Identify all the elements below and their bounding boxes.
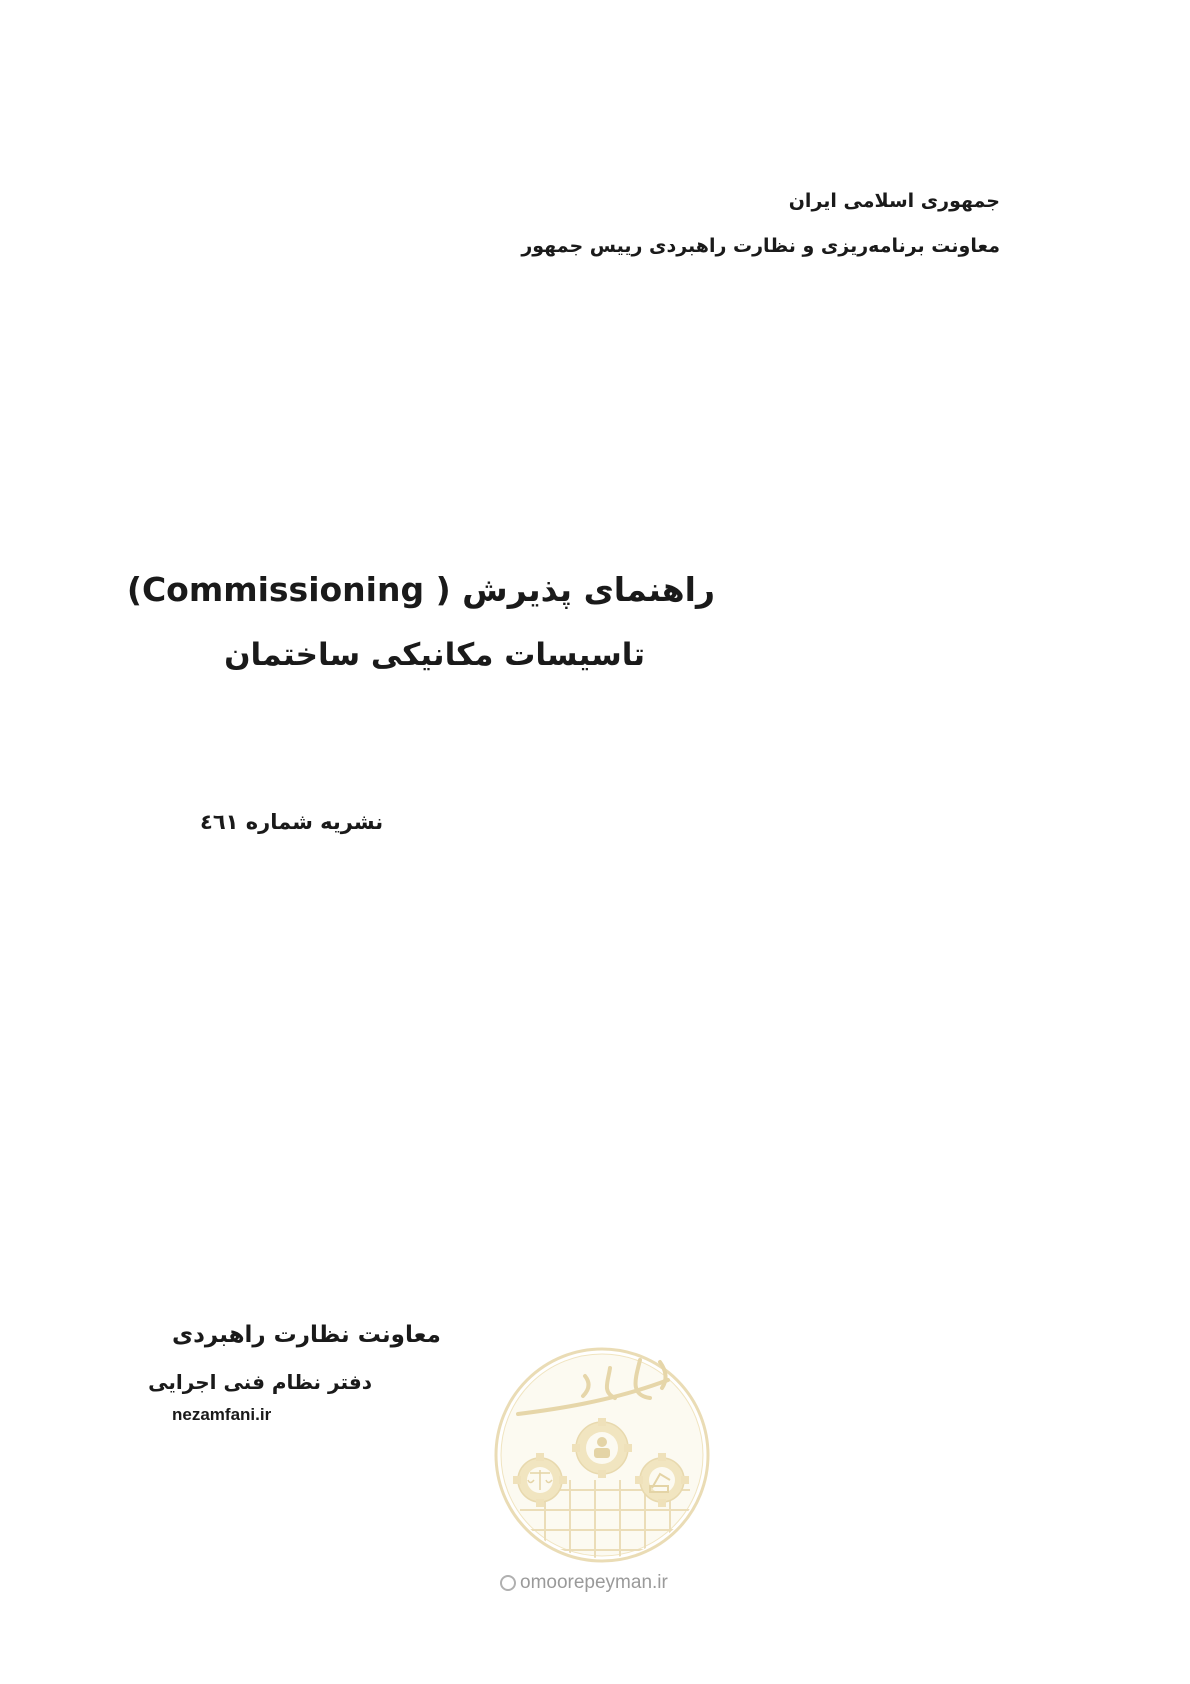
footer-department: معاونت نظارت راهبردی (172, 1322, 441, 1348)
globe-icon (500, 1575, 516, 1591)
watermark-logo (490, 1340, 715, 1570)
footer-office: دفتر نظام فنی اجرایی (148, 1370, 372, 1394)
vice-presidency-name: معاونت برنامه‌ریزی و نظارت راهبردی رییس جمهور (521, 235, 1000, 257)
document-title: راهنمای پذیرش ( Commissioning) (126, 570, 715, 609)
watermark-caption-text: omoorepeyman.ir (520, 1572, 668, 1593)
publication-number: نشریه شماره ٤٦١ (200, 810, 384, 834)
document-subtitle: تاسیسات مکانیکی ساختمان (224, 637, 645, 673)
country-name: جمهوری اسلامی ایران (788, 190, 1000, 212)
watermark-caption (500, 1572, 668, 1594)
footer-website: nezamfani.ir (172, 1405, 272, 1424)
